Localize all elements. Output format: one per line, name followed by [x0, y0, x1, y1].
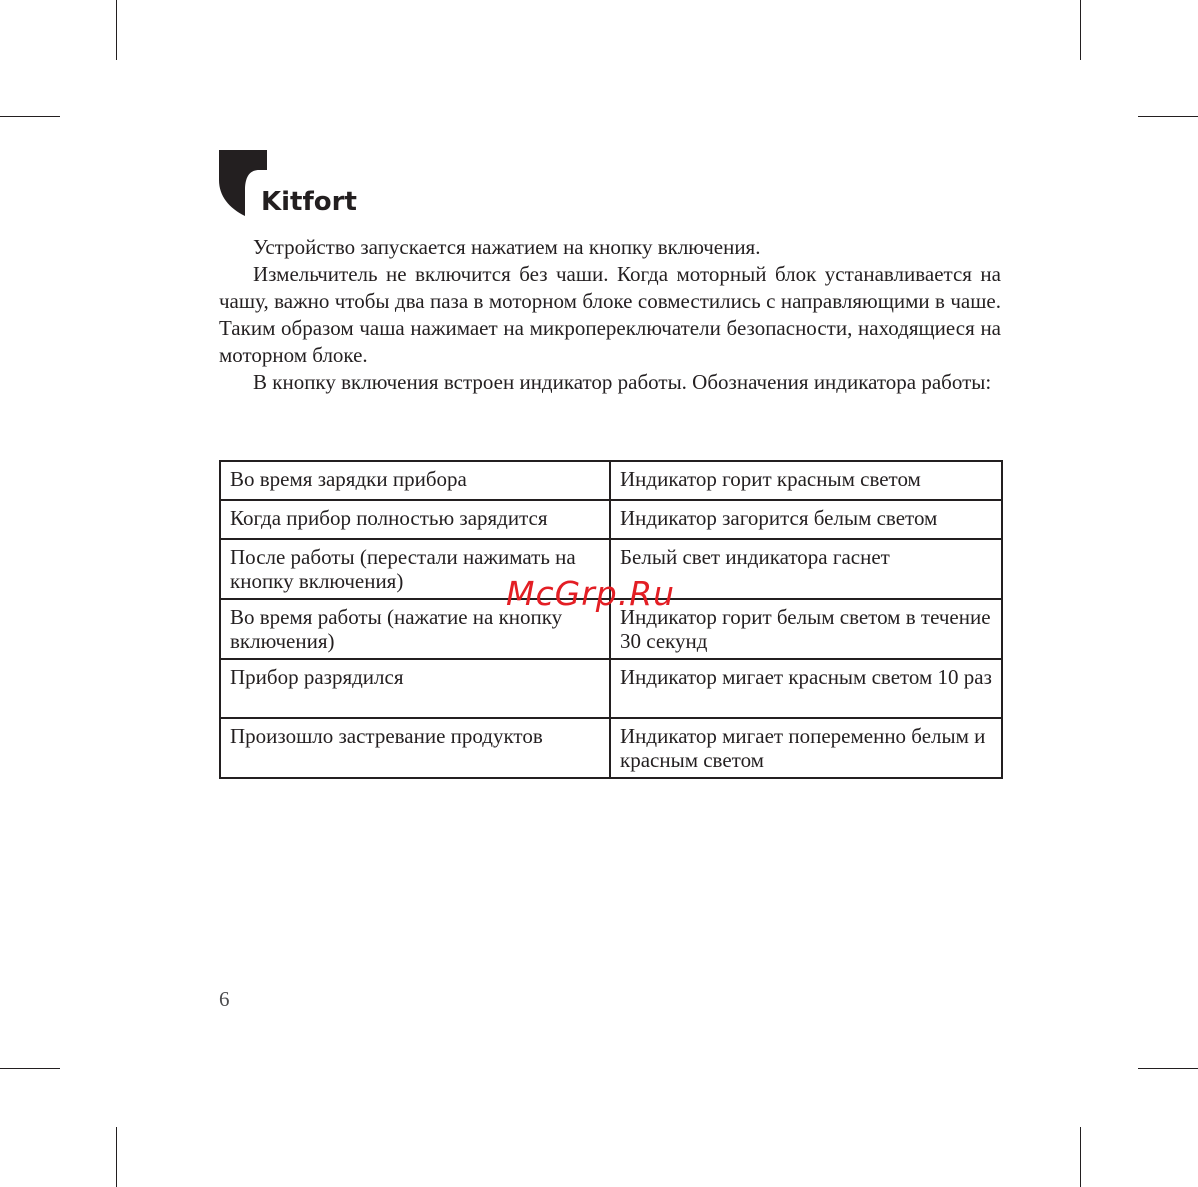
watermark: McGrp.Ru	[506, 574, 676, 613]
state-cell: Прибор разрядился	[220, 659, 610, 718]
state-cell: Произошло застревание продуктов	[220, 718, 610, 778]
crop-mark	[1138, 1068, 1198, 1069]
state-cell: Во время работы (нажатие на кнопку включения)	[220, 599, 610, 659]
crop-mark	[1080, 0, 1081, 60]
brand-name: Kitfort	[261, 187, 357, 217]
indicator-cell: Индикатор горит красным светом	[610, 461, 1002, 500]
indicator-cell: Белый свет индикатора гаснет	[610, 539, 1002, 599]
crop-mark	[116, 1127, 117, 1187]
indicator-cell: Индикатор мигает попеременно белым и красным светом	[610, 718, 1002, 778]
indicator-cell: Индикатор горит белым светом в течение 30 секунд	[610, 599, 1002, 659]
paragraph: В кнопку включения встроен индикатор работы. Обозначения индикатора работы:	[253, 370, 992, 394]
paragraph: Устройство запускается нажатием на кнопку включения.	[253, 235, 761, 259]
table-row	[220, 461, 1002, 500]
crop-mark	[0, 1068, 60, 1069]
crop-mark	[0, 116, 60, 117]
indicator-cell: Индикатор загорится белым светом	[610, 500, 1002, 539]
crop-mark	[1138, 116, 1198, 117]
table-row	[220, 659, 1002, 718]
indicator-table	[219, 460, 1003, 779]
paragraph: Измельчитель не включится без чаши. Когда моторный блок устанавливается на чашу, важно чтобы два паза в моторном блоке совместились с направляющими в чаше. Таким образом чаша нажимает на микропереключатели безопасности, находящиеся на моторном блоке.	[219, 262, 1001, 367]
table-row	[220, 718, 1002, 778]
indicator-cell: Индикатор мигает красным светом 10 раз	[610, 659, 1002, 718]
crop-mark	[116, 0, 117, 60]
table-row	[220, 500, 1002, 539]
instruction-text	[219, 234, 1001, 396]
page-number: 6	[219, 987, 230, 1011]
crop-mark	[1080, 1127, 1081, 1187]
brand-logo	[219, 150, 359, 220]
state-cell: Во время зарядки прибора	[220, 461, 610, 500]
state-cell: Когда прибор полностью зарядится	[220, 500, 610, 539]
state-cell: После работы (перестали нажимать на кнопку включения)	[220, 539, 610, 599]
